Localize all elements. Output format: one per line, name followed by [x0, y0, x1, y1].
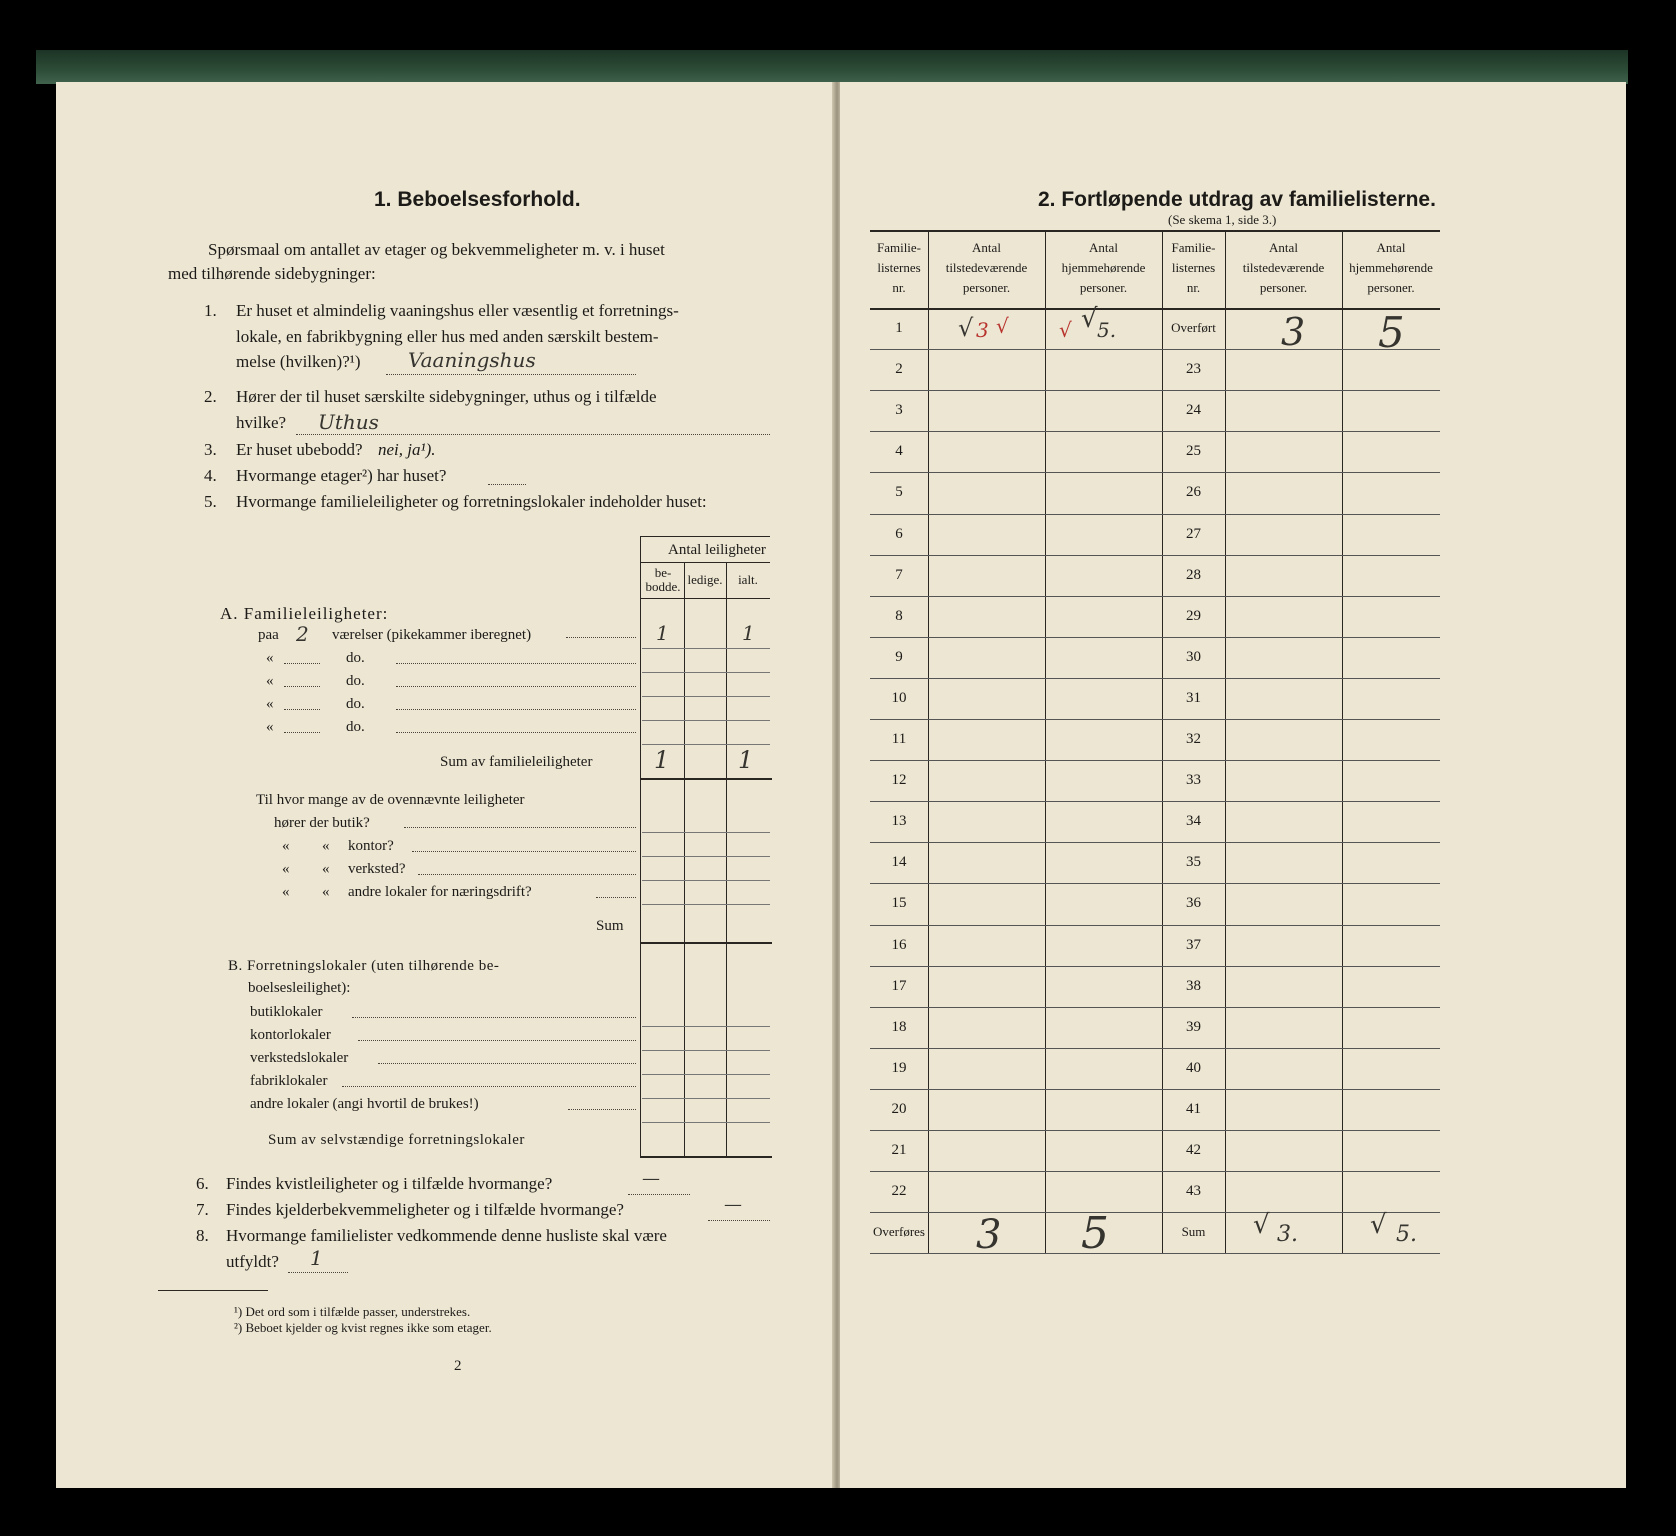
- rooms-handwritten: 2: [296, 622, 309, 646]
- ditto-andre-2: «: [322, 884, 330, 900]
- row-number-right: Overført: [1171, 320, 1216, 335]
- til-dots: [404, 826, 636, 828]
- q5-number: 5.: [204, 492, 217, 511]
- sum-label: Sum: [596, 918, 624, 934]
- section-a-title: A. Familieleiligheter:: [220, 604, 389, 623]
- q2-answer: Uthus: [318, 410, 379, 434]
- header-hjemme-1: Antal hjemmehørende personer.: [1061, 240, 1146, 295]
- q4-number: 4.: [204, 466, 217, 485]
- row-number-right: 35: [1186, 854, 1201, 871]
- table-header-bottom-rule: [870, 308, 1440, 310]
- fabrik-lok-label: fabriklokaler: [250, 1073, 328, 1089]
- row-do-4-dots: [396, 708, 636, 710]
- row-number-left: 18: [891, 1018, 907, 1035]
- row-number-left: 5: [895, 484, 903, 501]
- overfores-hjemme: 5: [1081, 1208, 1109, 1260]
- intro-line-1: Spørsmaal om antallet av etager og bekvemmeligheter m. v. i huset: [208, 240, 665, 259]
- row-paa-label: værelser (pikekammer iberegnet): [332, 627, 532, 643]
- row-number-left: 9: [895, 648, 903, 665]
- section-b-line-2: boelsesleilighet):: [248, 980, 351, 996]
- table-col-rule: [640, 598, 770, 599]
- kontor-dots: [412, 850, 636, 852]
- table-vline-1: [640, 536, 641, 1156]
- table-vline-2: [1045, 230, 1046, 1253]
- row-number-right: 43: [1186, 1183, 1201, 1200]
- row-rule-21: [870, 1171, 1440, 1172]
- row-rule-15: [870, 925, 1440, 926]
- row-number-left: 2: [895, 361, 903, 378]
- q2-number: 2.: [204, 387, 217, 406]
- butik-rule: [642, 832, 770, 833]
- table-vline-3: [726, 562, 727, 1156]
- row-number-left: 12: [891, 772, 907, 789]
- row-number-right: 23: [1186, 361, 1201, 378]
- table-vline-4: [1225, 230, 1226, 1253]
- row-number-right: 25: [1186, 443, 1201, 460]
- row-rule-13: [870, 842, 1440, 843]
- ditto-2: «: [266, 650, 274, 666]
- sum-fam-bebodde: 1: [654, 746, 670, 774]
- row-number-right: 32: [1186, 731, 1201, 747]
- q4-answer-line: [488, 470, 526, 485]
- verksted-lok-dots: [378, 1062, 636, 1064]
- kontor-lok-dots: [358, 1039, 636, 1041]
- sum-label: Sum: [1181, 1224, 1206, 1240]
- row1-hjemme-red-check: √: [1059, 318, 1072, 342]
- row-number-left: 14: [891, 854, 907, 871]
- table-vline-1: [928, 230, 929, 1253]
- ditto-4: «: [266, 696, 274, 712]
- row-rule-14: [870, 883, 1440, 884]
- row-number-left: 3: [895, 402, 903, 419]
- andre-lok-label: andre lokaler (angi hvortil de brukes!): [250, 1096, 479, 1112]
- row-rule-23: [870, 1253, 1440, 1254]
- row-number-right: 30: [1186, 648, 1201, 665]
- til-line-2: hører der butik?: [274, 815, 370, 831]
- kontor-rule: [642, 856, 770, 857]
- val-bebodde-row-1: 1: [656, 621, 669, 645]
- row-4-rule: [642, 720, 770, 721]
- row-number-left: 4: [895, 443, 903, 460]
- header-nr-1: Familie- listernes nr.: [876, 240, 922, 295]
- row-rule-4: [870, 472, 1440, 473]
- row-rule-12: [870, 801, 1440, 802]
- row-number-right: 27: [1186, 525, 1201, 542]
- table-vline-2: [684, 562, 685, 1156]
- row1-tilstede: 3: [976, 318, 989, 342]
- row-number-right: 42: [1186, 1142, 1201, 1158]
- sum-tilstede-check: √: [1253, 1210, 1270, 1241]
- col-ledige: ledige.: [687, 572, 723, 587]
- q6-number: 6.: [196, 1174, 209, 1193]
- row-do-5-dots: [396, 731, 636, 733]
- ditto-andre-1: «: [282, 884, 290, 900]
- row-do-2: do.: [346, 650, 365, 666]
- row-2-rule: [642, 672, 770, 673]
- q6-text: Findes kvistleiligheter og i tilfælde hvormange?: [226, 1174, 553, 1193]
- footnote-rule: [158, 1290, 268, 1291]
- row-number-right: 38: [1186, 977, 1201, 994]
- q7-number: 7.: [196, 1200, 209, 1219]
- fabrik-lok-rule: [642, 1098, 770, 1099]
- q7-text: Findes kjelderbekvemmeligheter og i tilfælde hvormange?: [226, 1200, 624, 1219]
- ditto-5: «: [266, 719, 274, 735]
- row-number-right: 24: [1186, 402, 1201, 419]
- row-do-4: do.: [346, 696, 365, 712]
- verksted-rule: [642, 880, 770, 881]
- q2-line-1: Hører der til huset særskilte sidebygninger, uthus og i tilfælde: [236, 387, 657, 406]
- ditto-verksted-2: «: [322, 861, 330, 877]
- kontor-lok-rule: [642, 1050, 770, 1051]
- row-number-right: 41: [1186, 1100, 1201, 1117]
- row-number-right: 40: [1186, 1059, 1201, 1076]
- sum-forr-rule: [640, 1156, 772, 1158]
- row-number-right: 26: [1186, 484, 1201, 501]
- row-1-rule: [642, 648, 770, 649]
- row-paa: paa: [258, 627, 279, 643]
- row1-hjemme: 5.: [1097, 318, 1117, 342]
- page-number: 2: [454, 1358, 462, 1374]
- col-ialt: ialt.: [738, 572, 758, 587]
- butik-lok-label: butiklokaler: [250, 1004, 323, 1020]
- row-number-left: 22: [891, 1183, 907, 1200]
- table-header: Antal leiligheter: [668, 542, 766, 558]
- header-tilstede-2: Antal tilstedeværende personer.: [1242, 240, 1325, 295]
- row-number-left: 19: [891, 1059, 907, 1076]
- verksted-dots: [418, 873, 636, 875]
- row-number-left: 16: [891, 936, 907, 953]
- table-vline-5: [1342, 230, 1343, 1253]
- row1-tilstede-check: √: [958, 314, 974, 342]
- fabrik-lok-dots: [342, 1085, 636, 1087]
- section-2-subtitle: (Se skema 1, side 3.): [1168, 212, 1277, 227]
- right-page: [840, 82, 1626, 1488]
- q8-number: 8.: [196, 1226, 209, 1245]
- col-bebodde: be- bodde.: [645, 565, 681, 594]
- row-5-rule: [642, 744, 770, 745]
- header-tilstede-1: Antal tilstedeværende personer.: [945, 240, 1028, 295]
- row-paa-dots: [566, 636, 636, 638]
- sum-rule: [640, 942, 772, 944]
- ditto-2-dots: [284, 662, 320, 664]
- sum-forr-label: Sum av selvstændige forretningslokaler: [268, 1132, 525, 1148]
- scanner-edge-bar: [36, 50, 1628, 84]
- row-number-right: 29: [1186, 607, 1201, 624]
- row-do-2-dots: [396, 662, 636, 664]
- row-rule-17: [870, 1007, 1440, 1008]
- overfort-hjemme: 5: [1378, 308, 1405, 357]
- row-rule-20: [870, 1130, 1440, 1131]
- sum-hjemme-check: √: [1370, 1210, 1387, 1241]
- q4-text: Hvormange etager²) har huset?: [236, 466, 447, 485]
- row-rule-1: [870, 349, 1440, 350]
- ditto-kontor-2: «: [322, 838, 330, 854]
- val-ialt-row-1: 1: [742, 621, 755, 645]
- table-top-rule: [870, 230, 1440, 232]
- row-number-left: 15: [891, 895, 907, 912]
- q1-number: 1.: [204, 301, 217, 320]
- row-number-left: 10: [891, 689, 907, 706]
- row-number-left: 21: [891, 1142, 907, 1158]
- q1-line-2: lokale, en fabrikbygning eller hus med anden særskilt bestem-: [236, 327, 659, 346]
- q8-answer: 1: [310, 1246, 323, 1270]
- q8-line-1: Hvormange familielister vedkommende denne husliste skal være: [226, 1226, 667, 1245]
- row-do-3-dots: [396, 685, 636, 687]
- row-number-right: 37: [1186, 936, 1201, 953]
- andre-label: andre lokaler for næringsdrift?: [348, 884, 532, 900]
- ditto-kontor-1: «: [282, 838, 290, 854]
- andre-dots: [596, 896, 636, 898]
- row-number-right: 28: [1186, 566, 1201, 583]
- ditto-5-dots: [284, 731, 320, 733]
- row-rule-19: [870, 1089, 1440, 1090]
- row-rule-6: [870, 555, 1440, 556]
- row-rule-9: [870, 678, 1440, 679]
- row-rule-2: [870, 390, 1440, 391]
- verksted-lok-rule: [642, 1074, 770, 1075]
- row1-red-check: √: [996, 314, 1009, 338]
- q1-line-3: melse (hvilken)?¹): [236, 352, 361, 371]
- til-line-1: Til hvor mange av de ovennævnte leiligheter: [256, 792, 525, 808]
- row-rule-11: [870, 760, 1440, 761]
- row-do-3: do.: [346, 673, 365, 689]
- row-do-5: do.: [346, 719, 365, 735]
- row-number-left: 7: [895, 566, 903, 583]
- row-number-right: 39: [1186, 1018, 1201, 1035]
- row-number-right: 34: [1186, 813, 1201, 830]
- sum-tilstede: 3.: [1277, 1222, 1298, 1248]
- ditto-4-dots: [284, 708, 320, 710]
- andre-lok-rule: [642, 1122, 770, 1123]
- row-number-right: 33: [1186, 772, 1201, 789]
- q1-answer: Vaaningshus: [408, 348, 536, 372]
- ditto-3-dots: [284, 685, 320, 687]
- sum-fam-ialt: 1: [738, 746, 754, 774]
- q3-options: nei, ja¹).: [378, 440, 436, 459]
- q2-line-2: hvilke?: [236, 413, 287, 432]
- sum-hjemme: 5.: [1396, 1222, 1417, 1248]
- table-top-rule: [640, 536, 770, 537]
- andre-rule: [642, 904, 770, 905]
- q3-text: Er huset ubebodd?: [236, 440, 363, 459]
- section-1-title: 1. Beboelsesforhold.: [374, 188, 581, 211]
- header-hjemme-2: Antal hjemmehørende personer.: [1349, 240, 1433, 295]
- row-number-left: 13: [891, 813, 907, 830]
- overfort-tilstede: 3: [1281, 310, 1306, 354]
- row-number-left: 17: [891, 977, 907, 994]
- overfores-label: Overføres: [873, 1224, 925, 1240]
- footnote-1: ¹) Det ord som i tilfælde passer, understrekes.: [234, 1304, 471, 1319]
- q6-answer: —: [642, 1168, 660, 1189]
- row-rule-16: [870, 966, 1440, 967]
- q1-line-1: Er huset et almindelig vaaningshus eller væsentlig et forretnings-: [236, 301, 679, 320]
- verksted-lok-label: verkstedslokaler: [250, 1050, 349, 1066]
- row-number-right: 31: [1186, 689, 1201, 706]
- row-number-left: 1: [895, 320, 903, 336]
- footnote-2: ²) Beboet kjelder og kvist regnes ikke som etager.: [234, 1320, 492, 1335]
- row1-hjemme-check: √: [1081, 304, 1098, 334]
- row-rule-5: [870, 514, 1440, 515]
- sum-fam-label: Sum av familieleiligheter: [440, 754, 593, 770]
- q3-number: 3.: [204, 440, 217, 459]
- row-number-left: 8: [895, 607, 903, 624]
- row-rule-10: [870, 719, 1440, 720]
- ditto-verksted-1: «: [282, 861, 290, 877]
- row-number-left: 11: [891, 731, 907, 747]
- row-number-left: 6: [895, 525, 903, 542]
- kontor-label: kontor?: [348, 838, 394, 854]
- row-number-left: 20: [891, 1100, 907, 1117]
- row-rule-3: [870, 431, 1440, 432]
- row-rule-18: [870, 1048, 1440, 1049]
- row-rule-22: [870, 1212, 1440, 1213]
- section-2-title: 2. Fortløpende utdrag av familielisterne.: [1038, 188, 1436, 211]
- row-3-rule: [642, 696, 770, 697]
- table-header-rule: [640, 562, 770, 563]
- verksted-label: verksted?: [348, 861, 406, 877]
- left-page: [56, 82, 834, 1488]
- section-b-line-1: B. Forretningslokaler (uten tilhørende be-: [228, 958, 500, 974]
- ditto-3: «: [266, 673, 274, 689]
- andre-lok-dots: [568, 1108, 636, 1110]
- intro-line-2: med tilhørende sidebygninger:: [168, 264, 376, 283]
- row-number-right: 36: [1186, 895, 1201, 912]
- q7-answer: —: [724, 1194, 742, 1215]
- kontor-lok-label: kontorlokaler: [250, 1027, 331, 1043]
- row-rule-7: [870, 596, 1440, 597]
- q8-line-2: utfyldt?: [226, 1252, 279, 1271]
- sum-fam-rule: [640, 778, 772, 780]
- butik-lok-rule: [642, 1026, 770, 1027]
- overfores-tilstede: 3: [976, 1212, 1002, 1259]
- q5-text: Hvormange familieleiligheter og forretningslokaler indeholder huset:: [236, 492, 707, 511]
- row-rule-8: [870, 637, 1440, 638]
- butik-lok-dots: [352, 1016, 636, 1018]
- header-nr-2: Familie- listernes nr.: [1171, 240, 1216, 295]
